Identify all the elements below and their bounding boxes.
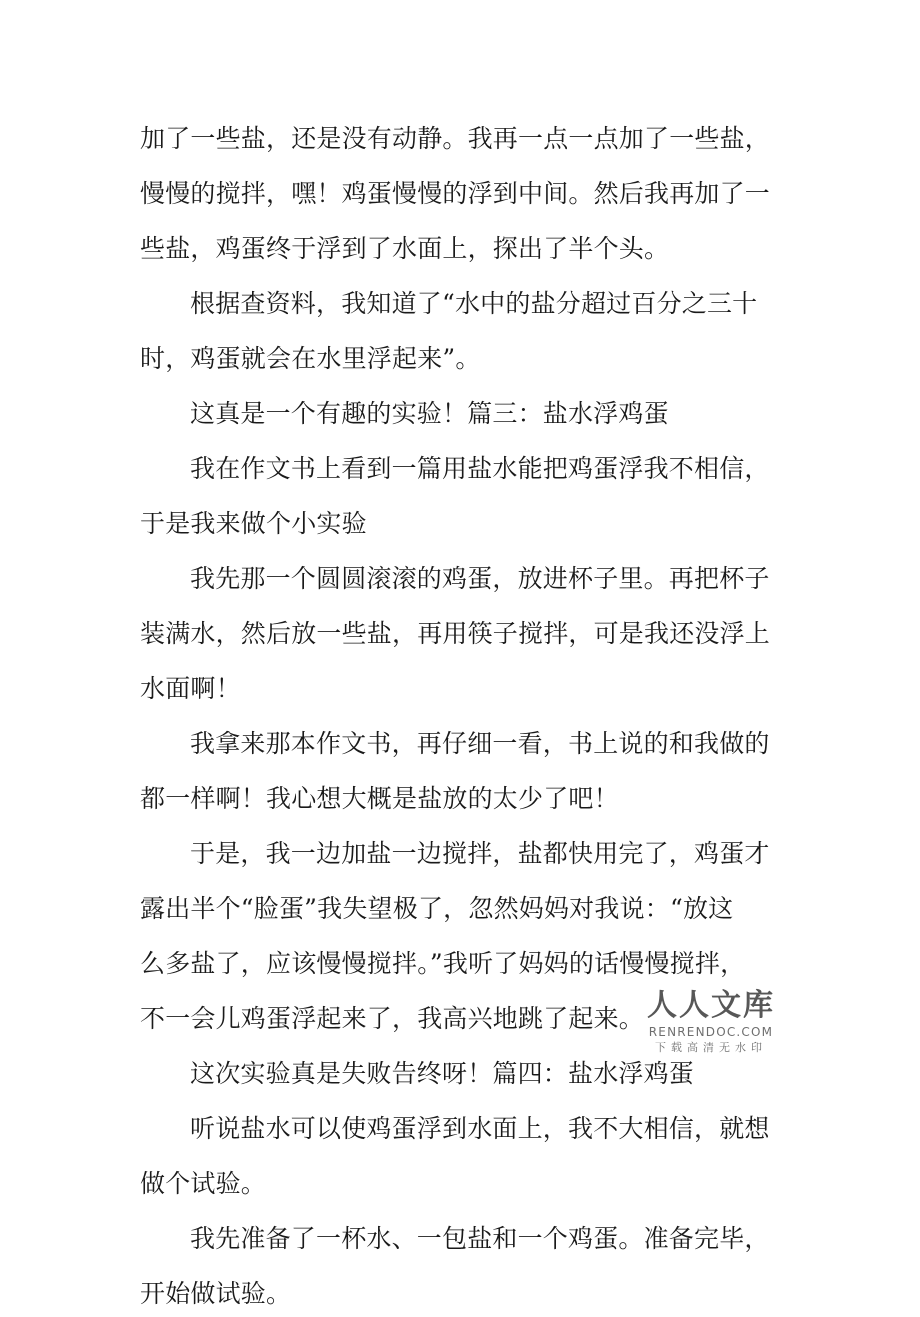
text-line: 露出半个“脸蛋”我失望极了，忽然妈妈对我说：“放这 bbox=[140, 894, 734, 923]
body-text bbox=[140, 116, 780, 1317]
paragraph-start-line: 根据查资料，我知道了“水中的盐分超过百分之三十 bbox=[190, 289, 758, 318]
text-line: 都一样啊！我心想大概是盐放的太少了吧！ bbox=[140, 784, 619, 813]
watermark-logo bbox=[645, 988, 777, 1080]
text-line: 于是我来做个小实验 bbox=[140, 509, 367, 538]
text-line: 做个试验。 bbox=[140, 1169, 267, 1198]
paragraph-start-line: 我先准备了一杯水、一包盐和一个鸡蛋。准备完毕， bbox=[190, 1224, 770, 1253]
text-line: 么多盐了，应该慢慢搅拌。”我听了妈妈的话慢慢搅拌， bbox=[140, 949, 746, 978]
text-line: 开始做试验。 bbox=[140, 1279, 292, 1308]
text-line: 加了一些盐，还是没有动静。我再一点一点加了一些盐， bbox=[140, 124, 771, 153]
paragraph-start-line: 我先那一个圆圆滚滚的鸡蛋，放进杯子里。再把杯子 bbox=[190, 564, 770, 593]
text-line: 慢慢的搅拌，嘿！鸡蛋慢慢的浮到中间。然后我再加了一 bbox=[140, 179, 771, 208]
text-line: 不一会儿鸡蛋浮起来了，我高兴地跳了起来。 bbox=[140, 1004, 645, 1033]
watermark-domain: RENRENDOC.COM bbox=[648, 1025, 774, 1039]
paragraph-start-line: 于是，我一边加盐一边搅拌，盐都快用完了，鸡蛋才 bbox=[190, 839, 770, 868]
paragraph-start-line: 听说盐水可以使鸡蛋浮到水面上，我不大相信，就想 bbox=[190, 1114, 770, 1143]
text-line: 水面啊！ bbox=[140, 674, 241, 703]
text-line: 装满水，然后放一些盐，再用筷子搅拌，可是我还没浮上 bbox=[140, 619, 771, 648]
watermark-slogan: 下载高清无水印 bbox=[655, 1041, 767, 1054]
paragraph-start-line: 我在作文书上看到一篇用盐水能把鸡蛋浮我不相信， bbox=[190, 454, 770, 483]
watermark-title: 人人文库 bbox=[647, 988, 775, 1023]
paragraph-start-line: 这次实验真是失败告终呀！篇四：盐水浮鸡蛋 bbox=[190, 1059, 695, 1088]
text-line: 些盐，鸡蛋终于浮到了水面上，探出了半个头。 bbox=[140, 234, 670, 263]
text-line: 时，鸡蛋就会在水里浮起来”。 bbox=[140, 344, 481, 373]
paragraph-start-line: 这真是一个有趣的实验！篇三：盐水浮鸡蛋 bbox=[190, 399, 669, 428]
paragraph-start-line: 我拿来那本作文书，再仔细一看，书上说的和我做的 bbox=[190, 729, 770, 758]
